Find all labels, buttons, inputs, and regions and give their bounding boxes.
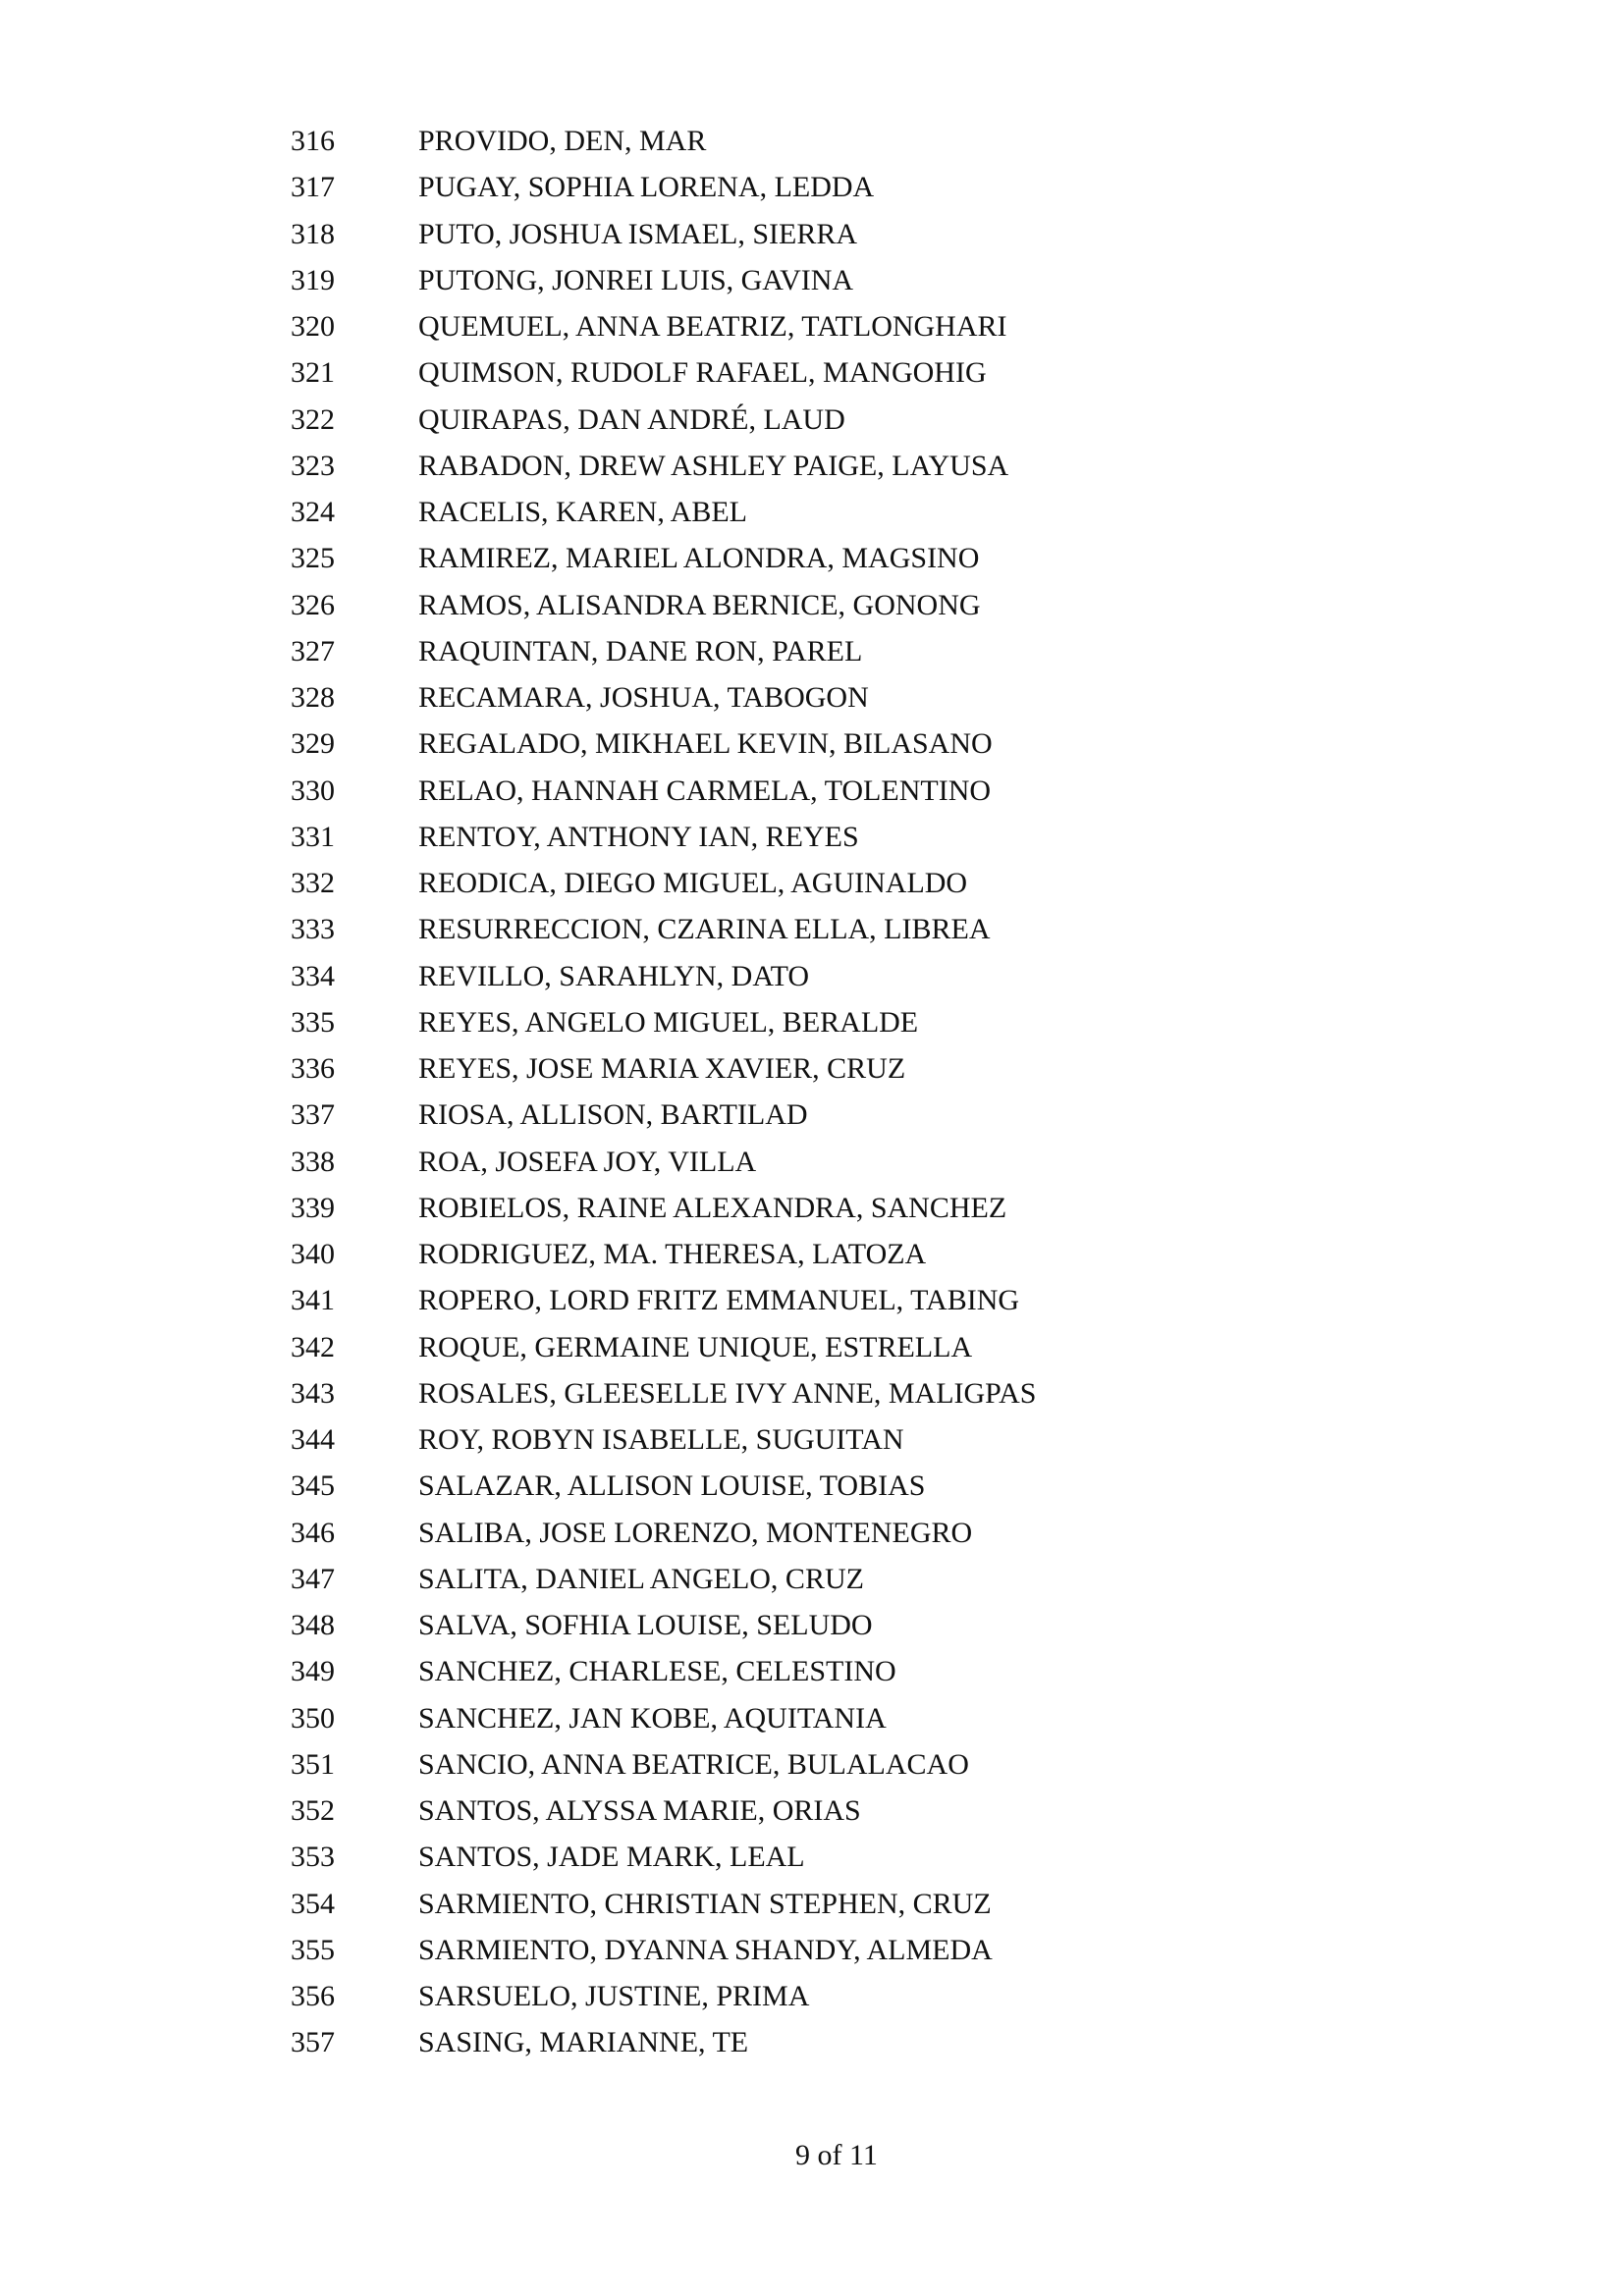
list-item — [291, 906, 1272, 952]
entry-number: 349 — [291, 1655, 335, 1688]
list-item — [291, 1416, 1272, 1463]
entry-number: 322 — [291, 402, 335, 436]
list-item — [291, 397, 1272, 443]
entry-name: RIOSA, ALLISON, BARTILAD — [418, 1098, 808, 1132]
list-item — [291, 1045, 1272, 1092]
list-item — [291, 1324, 1272, 1370]
entry-number: 342 — [291, 1330, 335, 1363]
entry-number: 327 — [291, 634, 335, 667]
list-item — [291, 1834, 1272, 1880]
entry-number: 323 — [291, 449, 335, 482]
entry-name: REODICA, DIEGO MIGUEL, AGUINALDO — [418, 867, 968, 899]
entry-number: 334 — [291, 959, 335, 992]
list-item — [291, 628, 1272, 674]
list-item — [291, 768, 1272, 814]
name-list — [291, 118, 1272, 2066]
entry-number: 353 — [291, 1841, 335, 1874]
list-item — [291, 535, 1272, 581]
entry-name: SANTOS, ALYSSA MARIE, ORIAS — [418, 1794, 861, 1827]
list-item — [291, 1092, 1272, 1138]
entry-number: 354 — [291, 1887, 335, 1920]
list-item — [291, 721, 1272, 767]
entry-number: 345 — [291, 1469, 335, 1503]
entry-name: ROBIELOS, RAINE ALEXANDRA, SANCHEZ — [418, 1191, 1007, 1224]
entry-number: 333 — [291, 913, 335, 946]
entry-number: 321 — [291, 356, 335, 390]
entry-number: 340 — [291, 1238, 335, 1270]
entry-name: SALITA, DANIEL ANGELO, CRUZ — [418, 1562, 864, 1595]
entry-name: PROVIDO, DEN, MAR — [418, 125, 707, 157]
list-item — [291, 953, 1272, 999]
entry-number: 335 — [291, 1005, 335, 1039]
entry-number: 347 — [291, 1562, 335, 1595]
entry-number: 357 — [291, 2026, 335, 2059]
entry-number: 316 — [291, 125, 335, 157]
list-item — [291, 1648, 1272, 1694]
entry-number: 318 — [291, 217, 335, 250]
entry-name: QUIRAPAS, DAN ANDRÉ, LAUD — [418, 402, 845, 436]
entry-name: SANCHEZ, JAN KOBE, AQUITANIA — [418, 1701, 887, 1735]
entry-name: ROSALES, GLEESELLE IVY ANNE, MALIGPAS — [418, 1376, 1037, 1410]
entry-name: RACELIS, KAREN, ABEL — [418, 496, 748, 528]
entry-number: 351 — [291, 1747, 335, 1781]
list-item — [291, 2019, 1272, 2065]
list-item — [291, 1788, 1272, 1834]
list-item — [291, 1881, 1272, 1927]
entry-number: 317 — [291, 171, 335, 204]
entry-name: RECAMARA, JOSHUA, TABOGON — [418, 681, 869, 714]
entry-name: SANTOS, JADE MARK, LEAL — [418, 1841, 805, 1874]
entry-number: 325 — [291, 542, 335, 575]
list-item — [291, 1556, 1272, 1602]
entry-name: SARMIENTO, CHRISTIAN STEPHEN, CRUZ — [418, 1887, 992, 1920]
entry-name: RODRIGUEZ, MA. THERESA, LATOZA — [418, 1238, 927, 1270]
entry-number: 338 — [291, 1145, 335, 1178]
entry-number: 344 — [291, 1423, 335, 1456]
list-item — [291, 1463, 1272, 1509]
entry-name: PUTONG, JONREI LUIS, GAVINA — [418, 263, 854, 296]
entry-name: RAMIREZ, MARIEL ALONDRA, MAGSINO — [418, 542, 980, 575]
list-item — [291, 118, 1272, 164]
entry-number: 332 — [291, 867, 335, 899]
entry-number: 324 — [291, 496, 335, 528]
entry-name: RAQUINTAN, DANE RON, PAREL — [418, 634, 863, 667]
entry-name: REVILLO, SARAHLYN, DATO — [418, 959, 810, 992]
entry-number: 352 — [291, 1794, 335, 1827]
entry-name: ROY, ROBYN ISABELLE, SUGUITAN — [418, 1423, 904, 1456]
entry-number: 337 — [291, 1098, 335, 1132]
list-item — [291, 1231, 1272, 1277]
entry-number: 326 — [291, 588, 335, 621]
entry-name: QUIMSON, RUDOLF RAFAEL, MANGOHIG — [418, 356, 987, 390]
entry-name: SANCIO, ANNA BEATRICE, BULALACAO — [418, 1747, 969, 1781]
entry-number: 336 — [291, 1052, 335, 1085]
list-item — [291, 674, 1272, 721]
list-item — [291, 349, 1272, 396]
entry-name: SANCHEZ, CHARLESE, CELESTINO — [418, 1655, 896, 1688]
entry-name: SALIBA, JOSE LORENZO, MONTENEGRO — [418, 1516, 973, 1549]
entry-name: RABADON, DREW ASHLEY PAIGE, LAYUSA — [418, 449, 1009, 482]
entry-name: SALVA, SOFHIA LOUISE, SELUDO — [418, 1609, 873, 1641]
list-item — [291, 1139, 1272, 1185]
entry-number: 328 — [291, 681, 335, 714]
list-item — [291, 1741, 1272, 1788]
entry-name: ROPERO, LORD FRITZ EMMANUEL, TABING — [418, 1284, 1020, 1317]
entry-name: SASING, MARIANNE, TE — [418, 2026, 749, 2059]
entry-name: REYES, JOSE MARIA XAVIER, CRUZ — [418, 1052, 906, 1085]
list-item — [291, 1695, 1272, 1741]
entry-name: PUTO, JOSHUA ISMAEL, SIERRA — [418, 217, 858, 250]
entry-name: ROQUE, GERMAINE UNIQUE, ESTRELLA — [418, 1330, 973, 1363]
list-item — [291, 1602, 1272, 1648]
list-item — [291, 1185, 1272, 1231]
list-item — [291, 1927, 1272, 1973]
entry-name: REGALADO, MIKHAEL KEVIN, BILASANO — [418, 727, 993, 761]
list-item — [291, 489, 1272, 535]
entry-number: 356 — [291, 1980, 335, 2012]
entry-name: PUGAY, SOPHIA LORENA, LEDDA — [418, 171, 875, 204]
entry-name: RESURRECCION, CZARINA ELLA, LIBREA — [418, 913, 991, 946]
list-item — [291, 211, 1272, 257]
entry-number: 355 — [291, 1933, 335, 1966]
entry-number: 341 — [291, 1284, 335, 1317]
list-item — [291, 999, 1272, 1045]
list-item — [291, 860, 1272, 906]
entry-number: 331 — [291, 820, 335, 853]
list-item — [291, 814, 1272, 860]
entry-name: RENTOY, ANTHONY IAN, REYES — [418, 820, 859, 853]
list-item — [291, 257, 1272, 303]
entry-number: 343 — [291, 1376, 335, 1410]
entry-name: REYES, ANGELO MIGUEL, BERALDE — [418, 1005, 919, 1039]
entry-number: 319 — [291, 263, 335, 296]
list-item — [291, 582, 1272, 628]
entry-name: ROA, JOSEFA JOY, VILLA — [418, 1145, 757, 1178]
entry-name: RELAO, HANNAH CARMELA, TOLENTINO — [418, 774, 992, 807]
entry-number: 346 — [291, 1516, 335, 1549]
list-item — [291, 1277, 1272, 1323]
list-item — [291, 1973, 1272, 2019]
entry-number: 339 — [291, 1191, 335, 1224]
entry-number: 350 — [291, 1701, 335, 1735]
list-item — [291, 443, 1272, 489]
entry-name: QUEMUEL, ANNA BEATRIZ, TATLONGHARI — [418, 310, 1007, 343]
entry-name: RAMOS, ALISANDRA BERNICE, GONONG — [418, 588, 981, 621]
entry-number: 329 — [291, 727, 335, 761]
list-item — [291, 164, 1272, 210]
list-item — [291, 1510, 1272, 1556]
entry-name: SARSUELO, JUSTINE, PRIMA — [418, 1980, 810, 2012]
entry-number: 320 — [291, 310, 335, 343]
entry-name: SARMIENTO, DYANNA SHANDY, ALMEDA — [418, 1933, 993, 1966]
page-number: 9 of 11 — [795, 2139, 878, 2171]
entry-number: 330 — [291, 774, 335, 807]
list-item — [291, 303, 1272, 349]
entry-name: SALAZAR, ALLISON LOUISE, TOBIAS — [418, 1469, 926, 1503]
entry-number: 348 — [291, 1609, 335, 1641]
list-item — [291, 1370, 1272, 1416]
